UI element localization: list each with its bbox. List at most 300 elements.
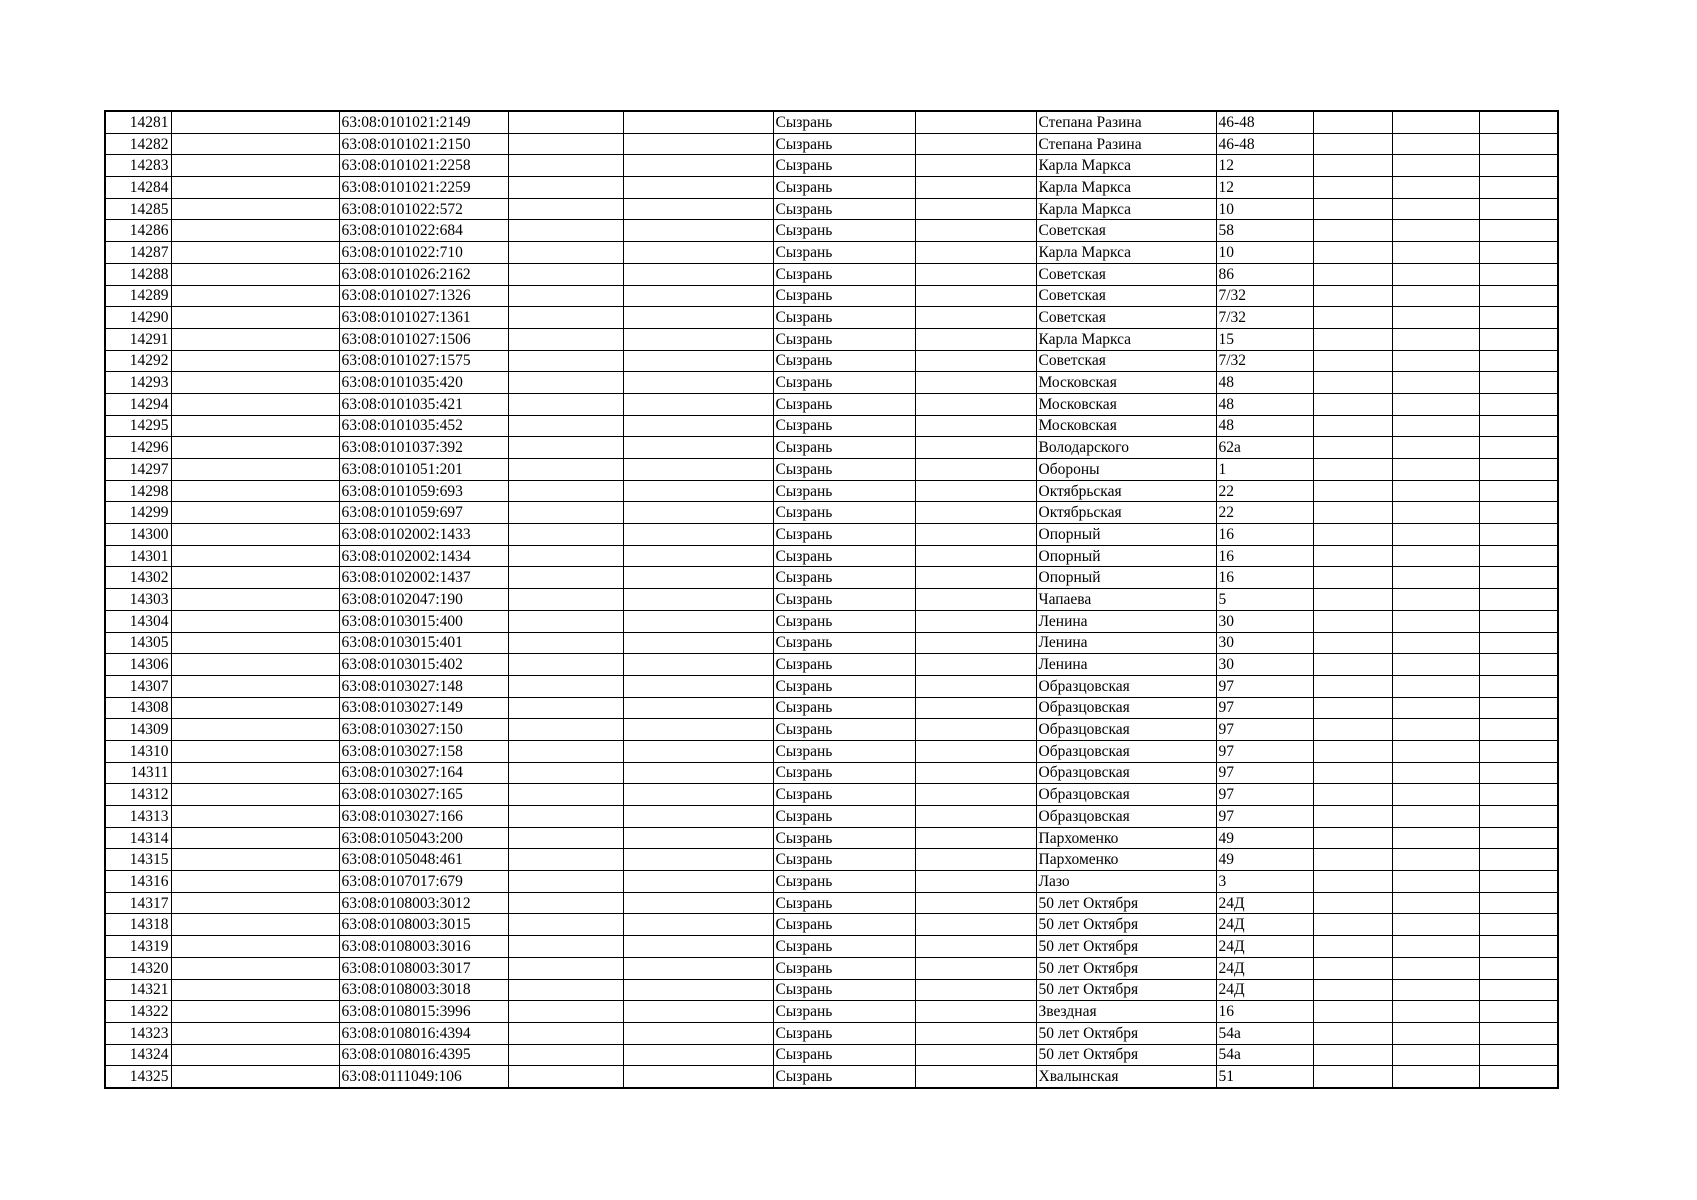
cell-empty (1479, 1066, 1558, 1088)
cell-street: Образцовская (1036, 784, 1216, 806)
cell-city: Сызрань (773, 350, 915, 372)
cell-cadastral-number: 63:08:0105043:200 (339, 827, 508, 849)
cell-row-number: 14323 (105, 1022, 171, 1044)
cell-empty (1392, 111, 1479, 133)
cell-row-number: 14308 (105, 697, 171, 719)
cell-empty (623, 263, 773, 285)
cell-street: Образцовская (1036, 740, 1216, 762)
cell-empty (1313, 610, 1392, 632)
cell-empty (1313, 762, 1392, 784)
table-row (105, 177, 1558, 199)
cell-empty (1313, 502, 1392, 524)
cell-empty (915, 914, 1036, 936)
cell-empty (1479, 806, 1558, 828)
cell-empty (508, 307, 623, 329)
table-row (105, 849, 1558, 871)
cell-house: 24Д (1216, 957, 1313, 979)
cell-empty (623, 827, 773, 849)
cell-cadastral-number: 63:08:0101022:572 (339, 198, 508, 220)
cell-empty (915, 480, 1036, 502)
cell-empty (915, 1044, 1036, 1066)
cell-empty (1392, 1001, 1479, 1023)
cell-row-number: 14307 (105, 675, 171, 697)
cell-street: Образцовская (1036, 697, 1216, 719)
table-row (105, 740, 1558, 762)
cell-house: 24Д (1216, 892, 1313, 914)
cell-empty (171, 393, 339, 415)
cell-empty (1479, 1022, 1558, 1044)
cell-empty (915, 871, 1036, 893)
cell-cadastral-number: 63:08:0101027:1506 (339, 328, 508, 350)
cell-empty (915, 502, 1036, 524)
cell-house: 24Д (1216, 914, 1313, 936)
cell-empty (1313, 957, 1392, 979)
cell-empty (915, 784, 1036, 806)
table-row (105, 220, 1558, 242)
cell-empty (1392, 740, 1479, 762)
cell-street: Лазо (1036, 871, 1216, 893)
table-row (105, 285, 1558, 307)
cell-empty (915, 263, 1036, 285)
cell-empty (1313, 871, 1392, 893)
cell-street: Московская (1036, 393, 1216, 415)
table-row (105, 545, 1558, 567)
cell-street: 50 лет Октября (1036, 957, 1216, 979)
cell-empty (1479, 155, 1558, 177)
cell-house: 10 (1216, 242, 1313, 264)
cell-empty (1479, 177, 1558, 199)
cell-empty (171, 415, 339, 437)
cell-empty (171, 632, 339, 654)
table-row (105, 480, 1558, 502)
cell-house: 49 (1216, 827, 1313, 849)
cell-empty (915, 350, 1036, 372)
cell-house: 54а (1216, 1044, 1313, 1066)
cell-empty (1479, 480, 1558, 502)
cell-street: Пархоменко (1036, 827, 1216, 849)
cell-empty (171, 285, 339, 307)
table-row (105, 437, 1558, 459)
cell-house: 24Д (1216, 936, 1313, 958)
cell-city: Сызрань (773, 242, 915, 264)
cell-street: Московская (1036, 415, 1216, 437)
cell-street: Ленина (1036, 610, 1216, 632)
cell-empty (508, 589, 623, 611)
cell-street: Московская (1036, 372, 1216, 394)
cell-cadastral-number: 63:08:0101027:1326 (339, 285, 508, 307)
cell-empty (623, 524, 773, 546)
cell-city: Сызрань (773, 1066, 915, 1088)
cell-cadastral-number: 63:08:0103027:158 (339, 740, 508, 762)
cell-row-number: 14292 (105, 350, 171, 372)
cell-house: 30 (1216, 654, 1313, 676)
cell-empty (1479, 632, 1558, 654)
cell-house: 54а (1216, 1022, 1313, 1044)
cell-row-number: 14293 (105, 372, 171, 394)
cell-empty (508, 632, 623, 654)
cell-empty (623, 589, 773, 611)
cell-empty (1392, 1044, 1479, 1066)
cell-city: Сызрань (773, 133, 915, 155)
cell-empty (915, 459, 1036, 481)
cell-cadastral-number: 63:08:0107017:679 (339, 871, 508, 893)
cell-empty (1392, 784, 1479, 806)
cell-empty (171, 307, 339, 329)
cell-house: 97 (1216, 719, 1313, 741)
cell-empty (508, 177, 623, 199)
cell-street: Карла Маркса (1036, 177, 1216, 199)
cell-house: 62а (1216, 437, 1313, 459)
cell-house: 7/32 (1216, 350, 1313, 372)
cell-row-number: 14321 (105, 979, 171, 1001)
cell-empty (915, 220, 1036, 242)
cell-empty (1392, 350, 1479, 372)
cell-house: 97 (1216, 675, 1313, 697)
cell-city: Сызрань (773, 979, 915, 1001)
cell-empty (508, 762, 623, 784)
cell-empty (1479, 784, 1558, 806)
cell-empty (508, 415, 623, 437)
cell-empty (915, 1022, 1036, 1044)
cell-city: Сызрань (773, 675, 915, 697)
cell-city: Сызрань (773, 524, 915, 546)
cell-cadastral-number: 63:08:0103027:148 (339, 675, 508, 697)
table-row (105, 892, 1558, 914)
cell-empty (1392, 198, 1479, 220)
cell-empty (1479, 437, 1558, 459)
cell-empty (915, 328, 1036, 350)
table-row (105, 328, 1558, 350)
cell-empty (1313, 1044, 1392, 1066)
cell-empty (623, 697, 773, 719)
cell-empty (508, 610, 623, 632)
cell-empty (508, 740, 623, 762)
cell-empty (508, 654, 623, 676)
cell-city: Сызрань (773, 459, 915, 481)
cell-empty (171, 480, 339, 502)
cell-empty (508, 220, 623, 242)
cell-cadastral-number: 63:08:0101035:452 (339, 415, 508, 437)
cell-empty (1392, 827, 1479, 849)
cell-cadastral-number: 63:08:0101021:2258 (339, 155, 508, 177)
cell-empty (915, 697, 1036, 719)
cell-empty (171, 1001, 339, 1023)
cell-empty (1479, 415, 1558, 437)
cell-empty (171, 155, 339, 177)
cell-empty (1313, 849, 1392, 871)
cell-empty (915, 198, 1036, 220)
cell-empty (1479, 328, 1558, 350)
cell-empty (1392, 242, 1479, 264)
cell-house: 5 (1216, 589, 1313, 611)
cell-empty (171, 892, 339, 914)
cell-street: Образцовская (1036, 675, 1216, 697)
cell-empty (1392, 1022, 1479, 1044)
cell-row-number: 14309 (105, 719, 171, 741)
cell-empty (915, 979, 1036, 1001)
cell-street: Советская (1036, 350, 1216, 372)
table-row (105, 502, 1558, 524)
cell-house: 16 (1216, 524, 1313, 546)
cell-empty (1479, 849, 1558, 871)
cell-row-number: 14325 (105, 1066, 171, 1088)
cell-empty (1392, 1066, 1479, 1088)
cell-empty (508, 285, 623, 307)
cell-empty (1392, 589, 1479, 611)
cell-empty (1392, 806, 1479, 828)
cell-empty (915, 806, 1036, 828)
cell-empty (1479, 610, 1558, 632)
cell-empty (508, 1022, 623, 1044)
table-row (105, 654, 1558, 676)
cell-empty (623, 784, 773, 806)
cell-empty (171, 589, 339, 611)
cell-cadastral-number: 63:08:0103027:150 (339, 719, 508, 741)
cell-city: Сызрань (773, 545, 915, 567)
cell-street: Степана Разина (1036, 133, 1216, 155)
cell-empty (171, 697, 339, 719)
cell-cadastral-number: 63:08:0108015:3996 (339, 1001, 508, 1023)
cell-city: Сызрань (773, 632, 915, 654)
cell-empty (1479, 936, 1558, 958)
cell-empty (1392, 567, 1479, 589)
cell-house: 30 (1216, 610, 1313, 632)
table-row (105, 827, 1558, 849)
cell-empty (1313, 155, 1392, 177)
cell-empty (1479, 979, 1558, 1001)
cell-city: Сызрань (773, 263, 915, 285)
cell-empty (1313, 545, 1392, 567)
cell-house: 48 (1216, 372, 1313, 394)
cell-empty (1479, 372, 1558, 394)
cell-empty (1392, 393, 1479, 415)
cell-empty (1392, 133, 1479, 155)
cell-house: 7/32 (1216, 285, 1313, 307)
cell-empty (1313, 393, 1392, 415)
cell-street: Образцовская (1036, 762, 1216, 784)
cell-empty (1479, 502, 1558, 524)
cell-empty (1479, 957, 1558, 979)
cell-city: Сызрань (773, 177, 915, 199)
table-row (105, 567, 1558, 589)
cell-empty (1392, 177, 1479, 199)
cell-cadastral-number: 63:08:0108003:3016 (339, 936, 508, 958)
cell-street: Опорный (1036, 567, 1216, 589)
cell-empty (1313, 328, 1392, 350)
cell-empty (1479, 914, 1558, 936)
table-row (105, 1066, 1558, 1088)
cell-cadastral-number: 63:08:0101021:2259 (339, 177, 508, 199)
cell-house: 3 (1216, 871, 1313, 893)
cell-row-number: 14319 (105, 936, 171, 958)
cell-empty (623, 762, 773, 784)
cell-empty (623, 957, 773, 979)
cell-empty (623, 459, 773, 481)
cell-city: Сызрань (773, 220, 915, 242)
cell-row-number: 14304 (105, 610, 171, 632)
cell-cadastral-number: 63:08:0108003:3015 (339, 914, 508, 936)
cell-empty (508, 827, 623, 849)
cell-empty (1313, 524, 1392, 546)
table-row (105, 957, 1558, 979)
cell-empty (508, 242, 623, 264)
cell-empty (915, 589, 1036, 611)
cell-empty (508, 328, 623, 350)
cell-empty (1313, 459, 1392, 481)
cell-street: Карла Маркса (1036, 242, 1216, 264)
cell-row-number: 14315 (105, 849, 171, 871)
table-row (105, 762, 1558, 784)
cell-cadastral-number: 63:08:0101035:421 (339, 393, 508, 415)
cell-empty (623, 242, 773, 264)
cell-empty (1479, 307, 1558, 329)
cell-city: Сызрань (773, 936, 915, 958)
cell-empty (915, 849, 1036, 871)
cell-empty (1313, 307, 1392, 329)
cell-city: Сызрань (773, 957, 915, 979)
cell-empty (1479, 242, 1558, 264)
cell-empty (623, 437, 773, 459)
cell-city: Сызрань (773, 328, 915, 350)
cell-street: Володарского (1036, 437, 1216, 459)
cell-city: Сызрань (773, 372, 915, 394)
cell-empty (1479, 263, 1558, 285)
cell-row-number: 14295 (105, 415, 171, 437)
cell-empty (623, 480, 773, 502)
cell-empty (508, 480, 623, 502)
cell-city: Сызрань (773, 892, 915, 914)
cell-empty (623, 567, 773, 589)
cell-empty (623, 1022, 773, 1044)
cell-empty (915, 827, 1036, 849)
cell-cadastral-number: 63:08:0108016:4395 (339, 1044, 508, 1066)
cell-empty (508, 459, 623, 481)
cell-empty (171, 350, 339, 372)
cell-city: Сызрань (773, 719, 915, 741)
cell-empty (508, 198, 623, 220)
cell-empty (1313, 936, 1392, 958)
cell-empty (915, 936, 1036, 958)
cell-empty (171, 1022, 339, 1044)
cell-street: Карла Маркса (1036, 328, 1216, 350)
cell-row-number: 14324 (105, 1044, 171, 1066)
cell-empty (1313, 480, 1392, 502)
cell-empty (1313, 285, 1392, 307)
cell-empty (171, 806, 339, 828)
cell-empty (508, 697, 623, 719)
cell-empty (915, 1001, 1036, 1023)
cell-city: Сызрань (773, 762, 915, 784)
cell-empty (1392, 936, 1479, 958)
cell-street: Ленина (1036, 632, 1216, 654)
cell-empty (171, 871, 339, 893)
cell-house: 97 (1216, 784, 1313, 806)
cell-empty (1392, 263, 1479, 285)
table-row (105, 1001, 1558, 1023)
cell-empty (915, 740, 1036, 762)
cell-cadastral-number: 63:08:0103027:164 (339, 762, 508, 784)
cell-city: Сызрань (773, 155, 915, 177)
cell-house: 16 (1216, 1001, 1313, 1023)
cell-street: Обороны (1036, 459, 1216, 481)
cell-row-number: 14287 (105, 242, 171, 264)
cell-empty (171, 957, 339, 979)
cell-cadastral-number: 63:08:0108016:4394 (339, 1022, 508, 1044)
cell-row-number: 14289 (105, 285, 171, 307)
cell-empty (623, 133, 773, 155)
cell-empty (1313, 263, 1392, 285)
cell-empty (1392, 459, 1479, 481)
cell-empty (915, 307, 1036, 329)
cell-city: Сызрань (773, 393, 915, 415)
cell-empty (1392, 480, 1479, 502)
cell-empty (623, 849, 773, 871)
cell-row-number: 14311 (105, 762, 171, 784)
cell-empty (915, 437, 1036, 459)
table-row (105, 589, 1558, 611)
cell-empty (1392, 328, 1479, 350)
cell-empty (508, 784, 623, 806)
cell-empty (1392, 892, 1479, 914)
cell-empty (915, 285, 1036, 307)
cell-empty (623, 372, 773, 394)
cell-empty (171, 784, 339, 806)
cell-row-number: 14299 (105, 502, 171, 524)
cell-house: 10 (1216, 198, 1313, 220)
cell-street: Хвалынская (1036, 1066, 1216, 1088)
cell-row-number: 14294 (105, 393, 171, 415)
cell-empty (1479, 350, 1558, 372)
table-row (105, 784, 1558, 806)
cell-city: Сызрань (773, 697, 915, 719)
cell-city: Сызрань (773, 1001, 915, 1023)
table-row (105, 979, 1558, 1001)
cell-empty (508, 892, 623, 914)
cell-street: Образцовская (1036, 719, 1216, 741)
cell-city: Сызрань (773, 502, 915, 524)
cell-empty (1479, 545, 1558, 567)
table-row (105, 307, 1558, 329)
cell-street: Октябрьская (1036, 502, 1216, 524)
table-row (105, 111, 1558, 133)
cell-row-number: 14301 (105, 545, 171, 567)
cell-empty (1392, 762, 1479, 784)
cell-city: Сызрань (773, 849, 915, 871)
cell-house: 97 (1216, 806, 1313, 828)
cell-empty (1313, 177, 1392, 199)
table-row (105, 632, 1558, 654)
cell-empty (1392, 914, 1479, 936)
cell-city: Сызрань (773, 437, 915, 459)
cell-empty (623, 1066, 773, 1088)
cell-city: Сызрань (773, 827, 915, 849)
cell-empty (623, 350, 773, 372)
cell-empty (171, 263, 339, 285)
cell-cadastral-number: 63:08:0101026:2162 (339, 263, 508, 285)
cell-empty (915, 719, 1036, 741)
cell-empty (1479, 1044, 1558, 1066)
cell-house: 58 (1216, 220, 1313, 242)
cell-empty (1313, 827, 1392, 849)
cell-cadastral-number: 63:08:0102002:1434 (339, 545, 508, 567)
cell-city: Сызрань (773, 914, 915, 936)
cell-row-number: 14281 (105, 111, 171, 133)
cell-row-number: 14297 (105, 459, 171, 481)
cell-empty (1392, 220, 1479, 242)
cell-empty (1392, 675, 1479, 697)
cell-empty (508, 914, 623, 936)
cell-row-number: 14322 (105, 1001, 171, 1023)
